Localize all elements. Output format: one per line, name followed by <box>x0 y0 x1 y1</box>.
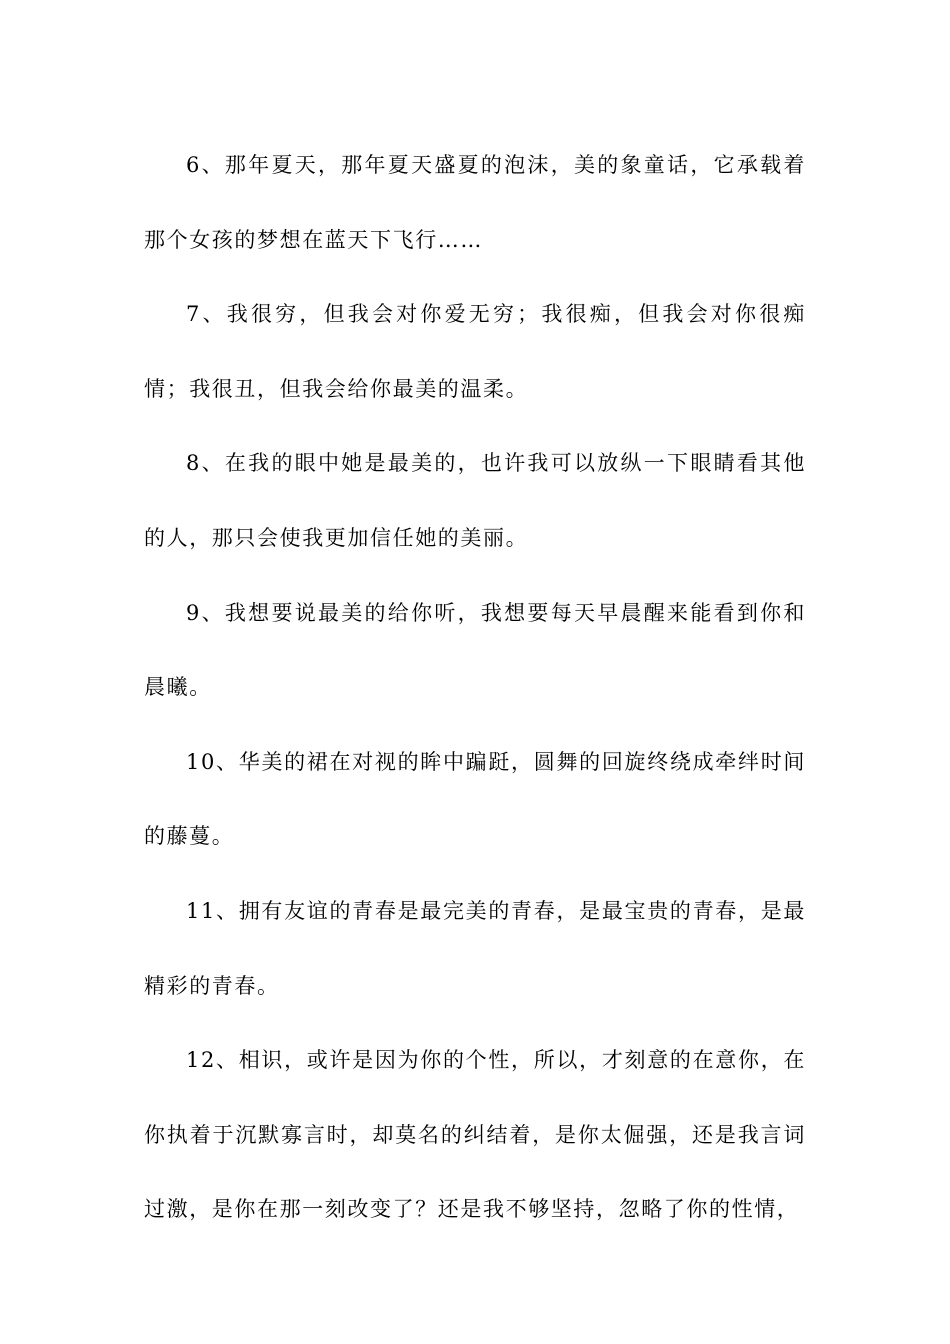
paragraph-11: 11、拥有友谊的青春是最完美的青春，是最宝贵的青春，是最精彩的青春。 <box>144 898 806 998</box>
paragraph-10: 10、华美的裙在对视的眸中蹁跹，圆舞的回旋终绕成牵绊时间的藤蔓。 <box>144 749 806 849</box>
paragraph-7: 7、我很穷，但我会对你爱无穷；我很痴，但我会对你很痴情；我很丑，但我会给你最美的温柔。 <box>144 302 806 401</box>
paragraph-12: 12、相识，或许是因为你的个性，所以，才刻意的在意你，在你执着于沉默寡言时，却莫名的纠结着，是你太倔强，还是我言词过激，是你在那一刻改变了？还是我不够坚持，忽略了你的性情， <box>144 1048 806 1222</box>
paragraph-6: 6、那年夏天，那年夏天盛夏的泡沫，美的象童话，它承载着那个女孩的梦想在蓝天下飞行…… <box>144 153 806 252</box>
paragraph-8: 8、在我的眼中她是最美的，也许我可以放纵一下眼睛看其他的人，那只会使我更加信任她的美丽。 <box>144 451 806 550</box>
document-body <box>144 128 806 1247</box>
paragraph-9: 9、我想要说最美的给你听，我想要每天早晨醒来能看到你和晨曦。 <box>144 600 806 700</box>
